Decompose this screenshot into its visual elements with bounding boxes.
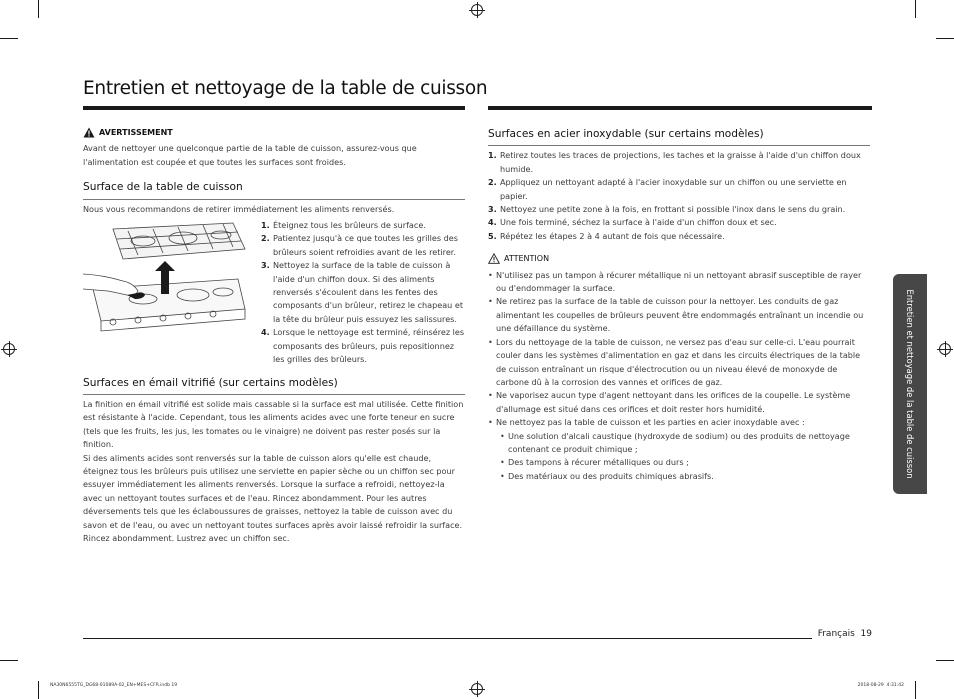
page-number: 19 [860, 629, 872, 639]
footer-page-label [812, 629, 872, 639]
bullet: • [500, 470, 505, 481]
cooktop-illustration [83, 219, 253, 339]
crop-mark [915, 681, 916, 699]
warning-title [83, 126, 465, 139]
registration-mark-icon [471, 683, 483, 695]
steel-heading: Surfaces en acier inoxydable (sur certains modèles) [488, 128, 870, 146]
caution-icon [488, 253, 500, 264]
warning-icon [83, 127, 95, 138]
list-item: 4. Une fois terminé, séchez la surface à l'aide d'un chiffon doux et sec. [488, 217, 777, 228]
list-item: • Ne vaporisez aucun type d'agent nettoyant dans les orifices de la coupelle. Le système d'allumage est situé dans ces orifices et doit rester hors humidité. [488, 389, 870, 416]
crop-mark [936, 660, 954, 661]
footer-language: Français [817, 629, 855, 639]
list-item: • Ne retirez pas la surface de la table de cuisson pour la nettoyer. Les conduits de gaz alimentant les coupelles de brûleurs peuvent être endommagés entraînant un incendie ou une défaillance du système. [488, 295, 870, 335]
cooktop-heading: Surface de la table de cuisson [83, 181, 465, 199]
warning-title-text: AVERTISSEMENT [99, 128, 173, 137]
list-item: 2. Appliquez un nettoyant adapté à l'acier inoxydable sur un chiffon ou une serviette en papier. [488, 177, 847, 201]
crop-mark [0, 660, 18, 661]
bullet: • [488, 336, 493, 347]
registration-mark-icon [471, 4, 483, 16]
attention-title-text: ATTENTION [504, 254, 550, 264]
cooktop-steps-block [83, 219, 465, 366]
bullet: • [488, 417, 493, 428]
page-title: Entretien et nettoyage de la table de cuisson [83, 78, 488, 99]
list-item: 3. Nettoyez la surface de la table de cuisson à l'aide d'un chiffon doux. Si des aliments renversés s'écoulent dans les fentes des composants d'un brûleur, retirez le chapeau et la tête du brûleur puis essuyez les salissures. [261, 260, 464, 324]
list-item: 3. Nettoyez une petite zone à la fois, en frottant si possible l'inox dans le sens du grain. [488, 204, 846, 215]
registration-mark-icon [939, 343, 951, 355]
print-slug-right: 2018-08-29 ￼ 4:31:42 [857, 683, 904, 688]
bullet: • [488, 269, 493, 280]
left-column [83, 126, 465, 545]
list-item: • N'utilisez pas un tampon à récurer métallique ni un nettoyant abrasif susceptible de rayer ou d'endommager la surface. [488, 269, 870, 296]
crop-mark [936, 38, 954, 39]
title-rule-left [83, 106, 465, 110]
steel-steps [488, 149, 870, 243]
enamel-paragraph-2: Si des aliments acides sont renversés sur la table de cuisson alors qu'elle est chaude, éteignez tous les brûleurs puis utilisez une serviette en papier sèche ou un chiffon sec pour essuyer immédiatement les aliments renversés. Lorsque la surface a refroidi, nettoyez-la avec un nettoyant toutes surfaces et de l'eau. Rincez abondamment. Pour les autres déversements tels que les éclaboussures de graisses, nettoyez la table de cuisson avec du savon et de l'eau, ou avec un nettoyant toutes surfaces après avoir laissé refroidir la surface. Rincez abondamment. Lustrez avec un chiffon sec. [83, 452, 463, 543]
crop-mark [38, 681, 39, 699]
list-item: • Lors du nettoyage de la table de cuisson, ne versez pas d'eau sur celle-ci. L'eau pourrait couler dans les systèmes d'alimentation en gaz et dans les circuits électriques de la table de cuisson entraînant un risque d'électrocution ou un niveau élevé de monoxyde de carbone dû à la corrosion des vannes et orifices de gaz. [488, 336, 870, 390]
title-rule-right [488, 106, 872, 110]
right-column [488, 128, 870, 483]
chapter-side-tab [893, 274, 927, 494]
bullet: • [488, 296, 493, 307]
cooktop-intro: Nous vous recommandons de retirer immédiatement les aliments renversés. [83, 203, 395, 214]
print-slug-left: NA30N6555TG_DG68-01089A-02_EN+MES+CFR.indb 19 [50, 683, 178, 688]
list-item: • Ne nettoyez pas la table de cuisson et les parties en acier inoxydable avec : [488, 416, 870, 429]
attention-title [488, 252, 870, 265]
enamel-paragraph-1: La finition en émail vitrifié est solide mais cassable si la surface est mal utilisée. Cette finition est résistante à l'acide. Cependant, tous les aliments acides avec une forte teneur en sucre (tels que les fruits, les jus, les tomates ou le vinaigre) ne doivent pas rester posés sur la finition. [83, 398, 464, 450]
bullet: • [500, 430, 505, 441]
crop-mark [915, 0, 916, 18]
list-item: • Une solution d'alcali caustique (hydroxyde de sodium) ou des produits de nettoyage contenant ce produit chimique ; [500, 430, 870, 457]
attention-list [488, 269, 870, 484]
list-item: 4. Lorsque le nettoyage est terminé, réinsérez les composants des brûleurs, puis repositionnez les grilles des brûleurs. [261, 327, 465, 365]
list-item: 5. Répétez les étapes 2 à 4 autant de fois que nécessaire. [488, 230, 725, 241]
list-item: • Des tampons à récurer métalliques ou durs ; [500, 456, 870, 469]
chapter-side-tab-label: Entretien et nettoyage de la table de cuisson [905, 289, 915, 479]
cooktop-steps [261, 219, 465, 366]
bullet: • [500, 457, 505, 468]
crop-mark [0, 38, 18, 39]
crop-mark [38, 0, 39, 18]
list-item: • Des matériaux ou des produits chimiques abrasifs. [500, 470, 870, 483]
enamel-heading: Surfaces en émail vitrifié (sur certains modèles) [83, 377, 465, 395]
footer-rule [83, 638, 872, 639]
list-item: 1. Éteignez tous les brûleurs de surface. [261, 220, 426, 231]
list-item: 2. Patientez jusqu'à ce que toutes les grilles des brûleurs soient refroidies avant de les retirer. [261, 233, 458, 257]
list-item: 1. Retirez toutes les traces de projections, les taches et la graisse à l'aide d'un chiffon doux humide. [488, 150, 861, 174]
warning-text: Avant de nettoyer une quelconque partie de la table de cuisson, assurez-vous que l'alimentation est coupée et que toutes les surfaces sont froides. [83, 143, 417, 167]
bullet: • [488, 390, 493, 401]
registration-mark-icon [3, 343, 15, 355]
